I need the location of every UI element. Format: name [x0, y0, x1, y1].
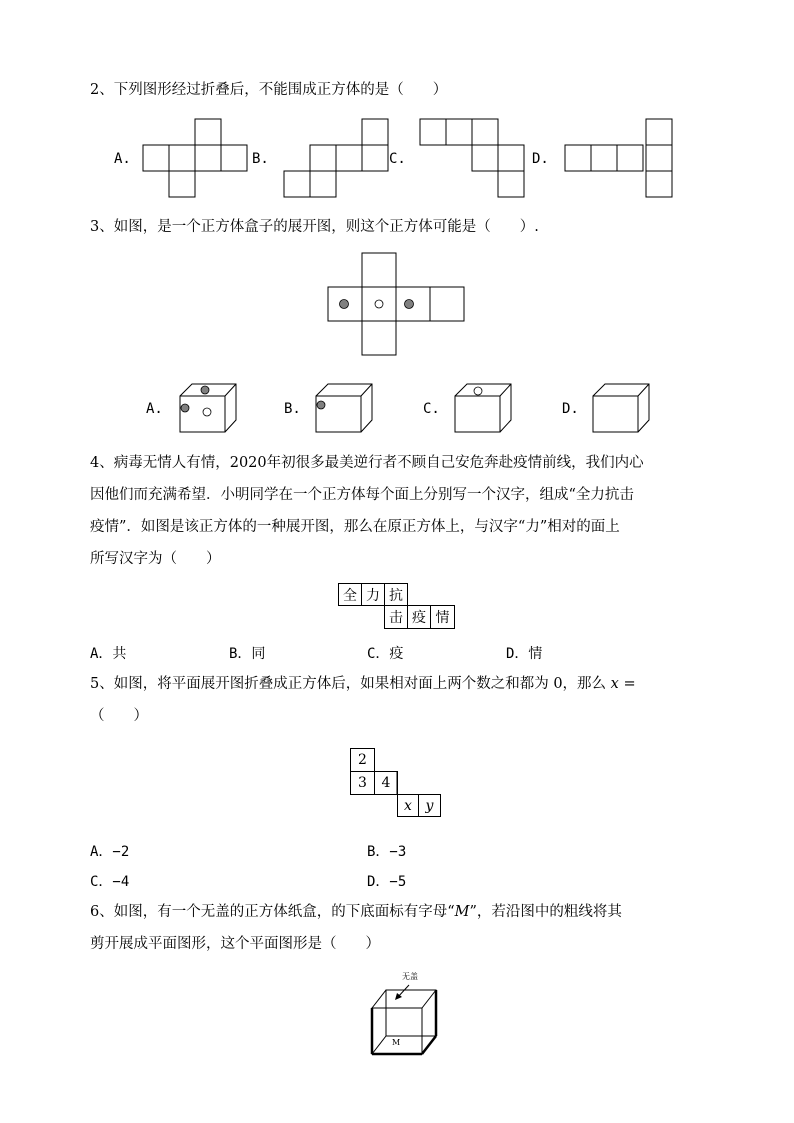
q2-label-a: A. — [114, 151, 131, 167]
q5-option-b: B．−3 — [367, 844, 407, 860]
q2-label-d: D. — [532, 151, 549, 167]
q5-net-cell-5: y — [418, 794, 441, 817]
q3-label-d: D. — [562, 401, 579, 417]
q3-stem: 3、如图，是一个正方体盒子的展开图，则这个正方体可能是（ ）. — [90, 219, 539, 235]
q6-face-letter: M — [392, 1038, 401, 1047]
q4-stem-line-4: 所写汉字为（ ） — [90, 551, 221, 567]
q6-stem-line-2: 剪开展成平面图形，这个平面图形是（ ） — [90, 936, 380, 952]
q4-net-cell-3: 抗 — [384, 583, 408, 606]
q4-option-a: A．共 — [90, 646, 127, 662]
q5-stem-text: 5、如图，将平面展开图折叠成正方体后，如果相对面上两个数之和都为 0，那么 — [90, 676, 607, 692]
q5-variable-x: x — [610, 676, 619, 692]
q4-net-cell-4: 击 — [384, 605, 408, 629]
q5-equals: = — [623, 676, 636, 692]
q3-label-c: C. — [423, 401, 440, 417]
q6-figure-label: 无盖 — [402, 972, 418, 981]
q3-label-a: A. — [146, 401, 163, 417]
q5-net-cell-4: x — [397, 794, 419, 817]
q6-letter-m: M — [454, 904, 470, 920]
q5-stem-line-2: （ ） — [90, 708, 148, 724]
q5-net-cell-3: 4 — [374, 771, 398, 795]
q5-option-d: D．−5 — [367, 874, 407, 890]
q4-stem-line-3: 疫情”．如图是该正方体的一种展开图，那么在原正方体上，与汉字“力”相对的面上 — [90, 519, 620, 535]
q4-stem-line-1: 4、病毒无情人有情，2020年初很多最美逆行者不顾自己安危奔赴疫情前线，我们内心 — [90, 455, 644, 471]
q2-label-b: B. — [252, 151, 269, 167]
q5-net-cell-1: 2 — [350, 748, 375, 772]
q4-net-cell-6: 情 — [430, 605, 455, 629]
q4-option-c: C．疫 — [367, 646, 404, 662]
q4-stem-line-2: 因他们而充满希望．小明同学在一个正方体每个面上分别写一个汉字，组成“全力抗击 — [90, 487, 634, 503]
q4-option-b: B．同 — [229, 646, 266, 662]
q5-option-c: C．−4 — [90, 874, 130, 890]
q5-net-cell-2: 3 — [350, 771, 375, 795]
q2-label-c: C. — [389, 151, 406, 167]
q4-net-cell-2: 力 — [361, 583, 385, 606]
q6-stem-text-b: ”，若沿图中的粗线将其 — [469, 904, 622, 920]
q5-option-a: A．−2 — [90, 844, 130, 860]
q4-net-cell-1: 全 — [338, 583, 362, 606]
q4-net-cell-5: 疫 — [407, 605, 431, 629]
q6-stem-text-a: 6、如图，有一个无盖的正方体纸盒，的下底面标有字母“ — [90, 904, 455, 920]
q4-option-d: D．情 — [506, 646, 543, 662]
q2-stem: 2、下列图形经过折叠后，不能围成正方体的是（ ） — [90, 82, 448, 98]
q3-label-b: B. — [284, 401, 301, 417]
